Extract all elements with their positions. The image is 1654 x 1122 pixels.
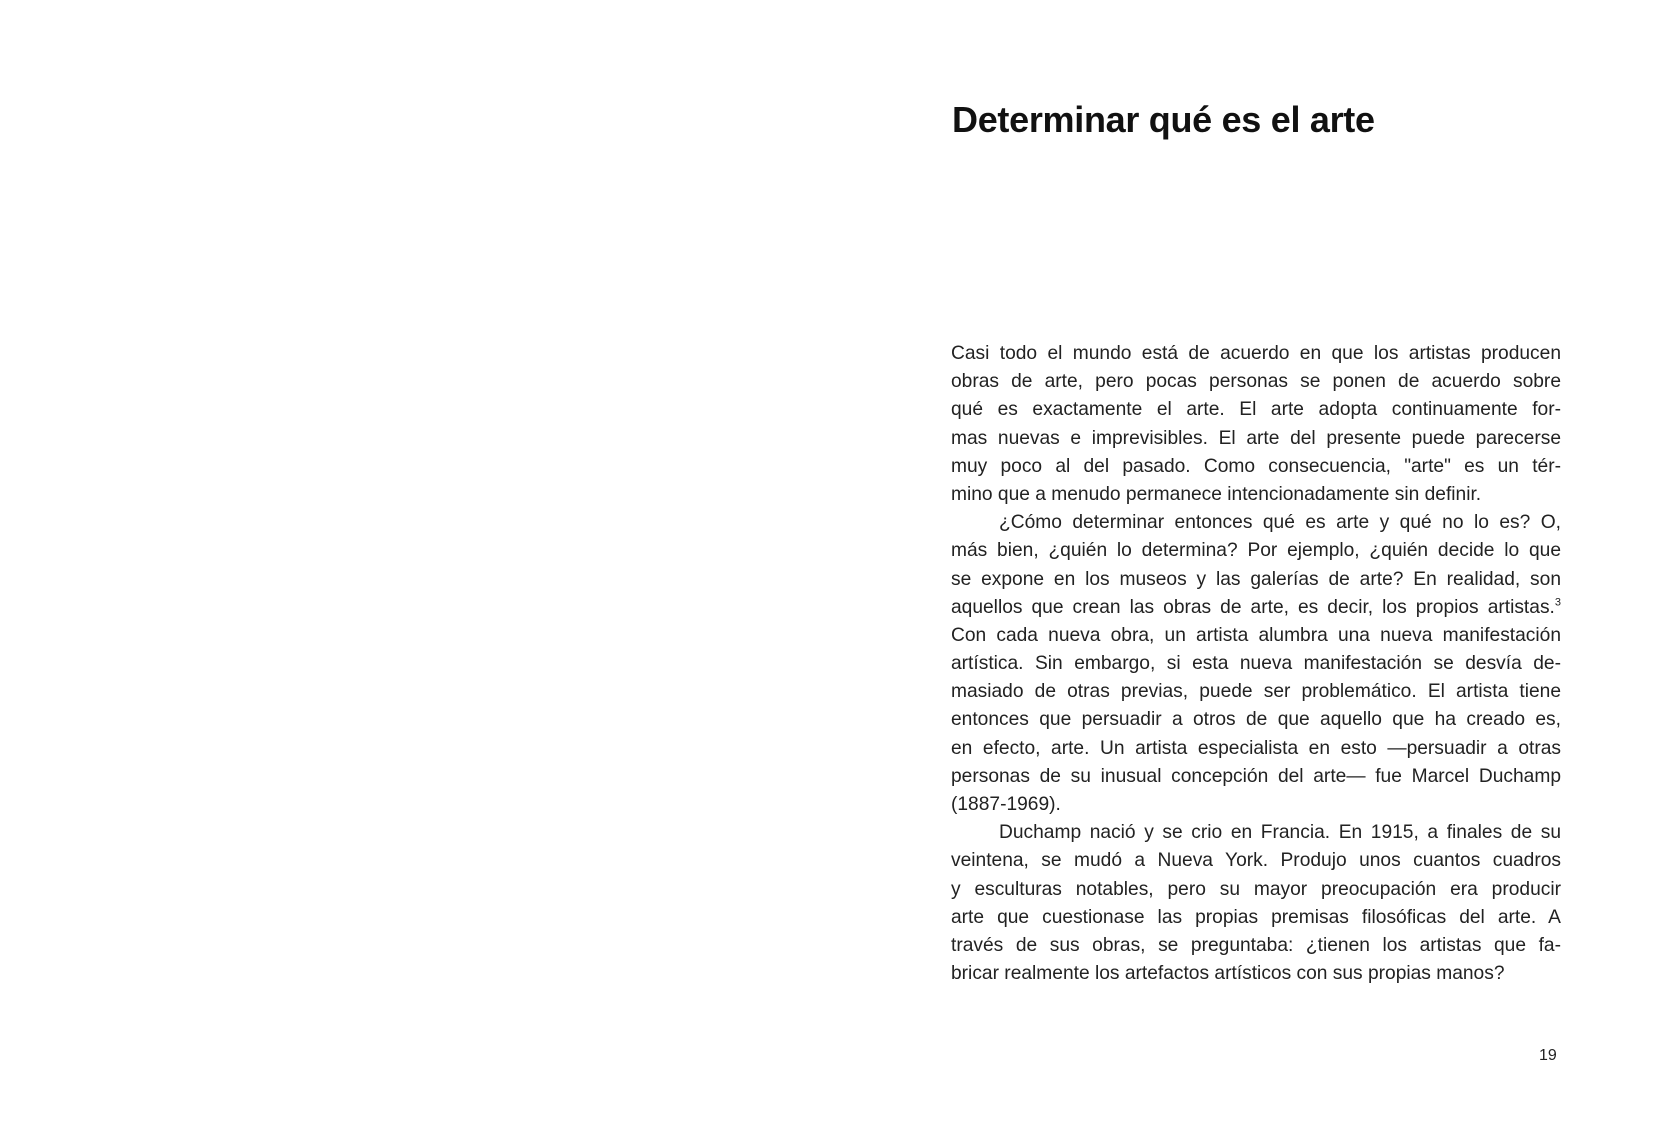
text-line: obras de arte, pero pocas personas se ponen de acuerdo sobre: [951, 371, 1561, 393]
text-line-segment: aquellos que crean las obras de arte, es decir, los propios artistas.: [951, 596, 1555, 618]
text-line: través de sus obras, se preguntaba: ¿tienen los artistas que fa-: [951, 934, 1561, 956]
text-line: (1887-1969).: [951, 794, 1061, 815]
text-line: personas de su inusual concepción del arte— fue Marcel Duchamp: [951, 765, 1561, 787]
right-page: [827, 0, 1654, 1122]
text-line: muy poco al del pasado. Como consecuencia, "arte" es un tér-: [951, 455, 1561, 477]
text-line: arte que cuestionase las propias premisas filosóficas del arte. A: [951, 906, 1561, 928]
text-line: y esculturas notables, pero su mayor preocupación era producir: [951, 878, 1561, 900]
text-line: entonces que persuadir a otros de que aquello que ha creado es,: [951, 709, 1561, 731]
text-line: mas nuevas e imprevisibles. El arte del presente puede parecerse: [951, 427, 1561, 449]
text-line: Con cada nueva obra, un artista alumbra una nueva manifestación: [951, 624, 1561, 646]
text-line: artística. Sin embargo, si esta nueva manifestación se desvía de-: [951, 653, 1561, 675]
text-line: veintena, se mudó a Nueva York. Produjo unos cuantos cuadros: [951, 850, 1561, 872]
text-line: Casi todo el mundo está de acuerdo en que los artistas producen: [951, 343, 1561, 364]
text-line: masiado de otras previas, puede ser problemático. El artista tiene: [951, 681, 1561, 703]
text-line: mino que a menudo permanece intencionadamente sin definir.: [951, 483, 1482, 505]
text-line: más bien, ¿quién lo determina? Por ejemplo, ¿quién decide lo que: [951, 540, 1561, 562]
text-line: ¿Cómo determinar entonces qué es arte y qué no lo es? O,: [999, 512, 1561, 534]
text-line: qué es exactamente el arte. El arte adopta continuamente for-: [951, 399, 1561, 421]
text-line: bricar realmente los artefactos artísticos con sus propias manos?: [951, 963, 1505, 985]
text-line: se expone en los museos y las galerías de arte? En realidad, son: [951, 568, 1561, 590]
chapter-title: Determinar qué es el arte: [952, 99, 1375, 140]
page-number: 19: [1539, 1047, 1557, 1064]
text-line-with-footnote: [951, 594, 1561, 622]
body-text: [951, 340, 1561, 988]
footnote-marker[interactable]: 3: [1554, 596, 1561, 609]
text-line: Duchamp nació y se crio en Francia. En 1915, a finales de su: [999, 822, 1561, 844]
text-line: en efecto, arte. Un artista especialista en esto —persuadir a otras: [951, 737, 1561, 759]
